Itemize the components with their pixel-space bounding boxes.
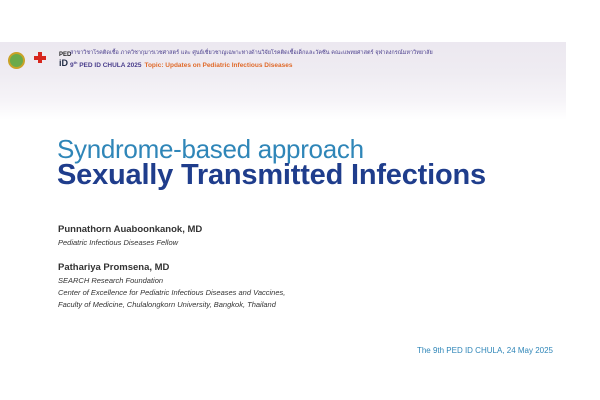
author-affiliation: SEARCH Research Foundation (58, 276, 164, 285)
author-affiliation: Faculty of Medicine, Chulalongkorn University, Bangkok, Thailand (58, 300, 276, 309)
event-date-note: The 9th PED ID CHULA, 24 May 2025 (416, 346, 553, 355)
author-affiliation: Center of Excellence for Pediatric Infectious Diseases and Vaccines, (58, 288, 286, 297)
author-block (58, 262, 285, 309)
header-event (70, 60, 433, 69)
university-seal-icon (8, 52, 25, 69)
logo-id-text: iD (59, 58, 68, 68)
event-topic: Topic: Updates on Pediatric Infectious Diseases (144, 62, 293, 70)
edition-suffix: th (73, 60, 78, 65)
author-affiliation: Pediatric Infectious Diseases Fellow (58, 238, 179, 247)
title-subtitle: Syndrome-based approach (57, 134, 364, 164)
author-name: Punnathorn Auaboonkanok, MD (58, 224, 203, 235)
author-block (58, 224, 202, 247)
red-cross-icon (31, 50, 55, 70)
logo-group (8, 48, 77, 72)
edition-number: 9 (70, 62, 74, 70)
logo-ped-text: PED (59, 52, 72, 58)
author-name: Pathariya Promsena, MD (58, 262, 170, 273)
edition-name: PED ID CHULA 2025 (79, 62, 142, 70)
header-institution: สาขาวิชาโรคติดเชื้อ ภาควิชากุมารเวชศาสตร์ และ ศูนย์เชี่ยวชาญเฉพาะทางด้านวิจัยโรคติดเชื้อเด็กและวัคซีน คณะแพทยศาสตร์ จุฬาลงกรณ์มหาวิทยาลัย (70, 50, 433, 56)
title-main: Sexually Transmitted Infections (57, 159, 486, 191)
header-text (70, 49, 433, 69)
